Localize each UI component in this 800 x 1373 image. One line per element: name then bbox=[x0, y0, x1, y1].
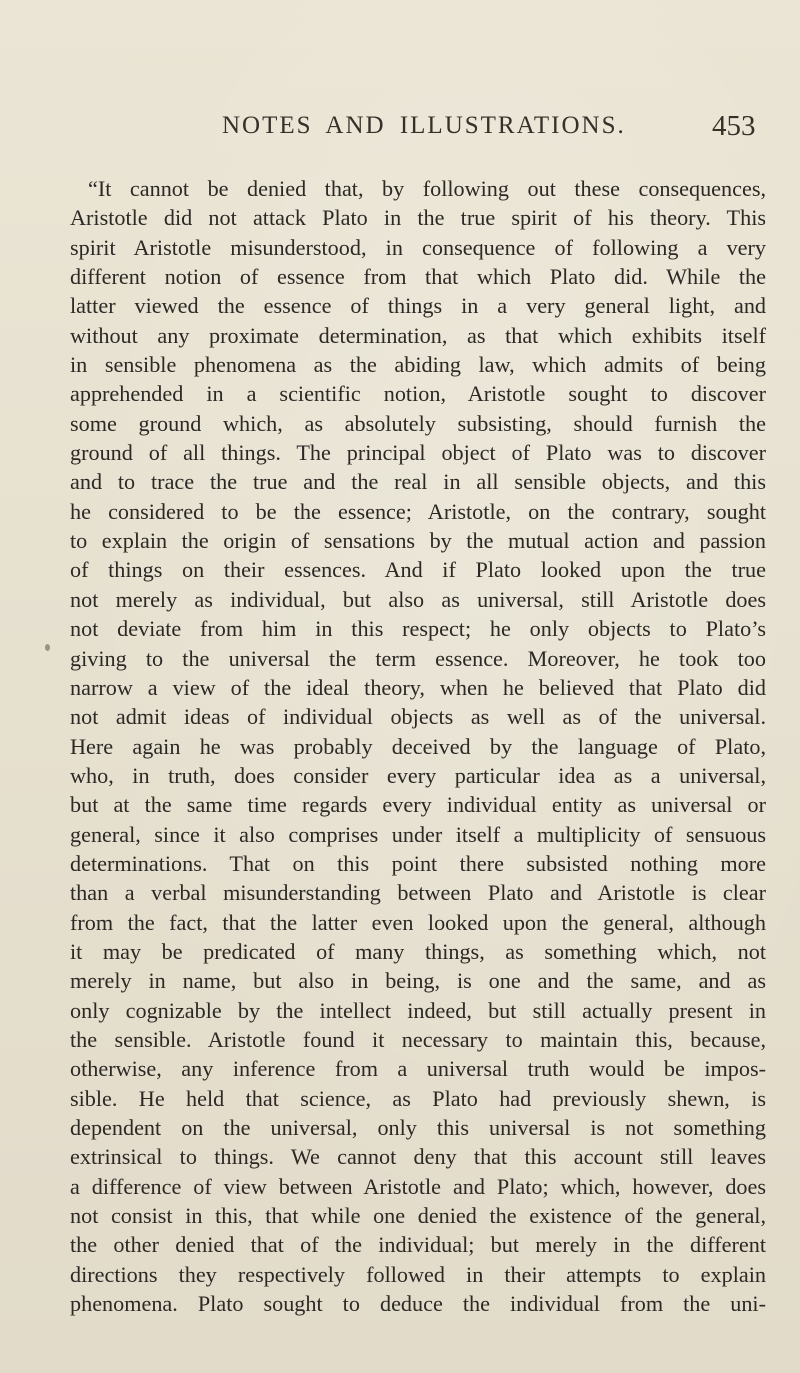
text-line: narrow a view of the ideal theory, when he believed that Plato did bbox=[70, 674, 766, 700]
text-line: than a verbal misunderstanding between Plato and Aristotle is clear bbox=[70, 880, 766, 906]
text-line: phenomena. Plato sought to deduce the individual from the uni- bbox=[70, 1291, 766, 1317]
text-line: merely in name, but also in being, is one and the same, and as bbox=[70, 968, 766, 994]
text-line: a difference of view between Aristotle and Plato; which, however, does bbox=[70, 1173, 766, 1199]
text-line: not admit ideas of individual objects as well as of the universal. bbox=[70, 704, 766, 730]
body-text bbox=[70, 174, 766, 1318]
text-line: only cognizable by the intellect indeed, but still actually present in bbox=[70, 997, 766, 1023]
text-line: some ground which, as absolutely subsisting, should furnish the bbox=[70, 410, 766, 436]
text-line: extrinsical to things. We cannot deny that this account still leaves bbox=[70, 1144, 766, 1170]
text-line: latter viewed the essence of things in a very general light, and bbox=[70, 293, 766, 319]
text-line: it may be predicated of many things, as something which, not bbox=[70, 938, 766, 964]
text-line: apprehended in a scientific notion, Aristotle sought to discover bbox=[70, 381, 766, 407]
text-line: not merely as individual, but also as universal, still Aristotle does bbox=[70, 586, 766, 612]
text-line: ground of all things. The principal object of Plato was to discover bbox=[70, 440, 766, 466]
text-line: to explain the origin of sensations by the mutual action and passion bbox=[70, 528, 766, 554]
text-line: giving to the universal the term essence. Moreover, he took too bbox=[70, 645, 766, 671]
text-line: different notion of essence from that which Plato did. While the bbox=[70, 264, 766, 290]
text-line: the sensible. Aristotle found it necessary to maintain this, because, bbox=[70, 1026, 766, 1052]
text-line: in sensible phenomena as the abiding law, which admits of being bbox=[70, 352, 766, 378]
text-line: from the fact, that the latter even looked upon the general, although bbox=[70, 909, 766, 935]
text-line: directions they respectively followed in their attempts to explain bbox=[70, 1261, 766, 1287]
text-line: not consist in this, that while one denied the existence of the general, bbox=[70, 1203, 766, 1229]
text-line: sible. He held that science, as Plato had previously shewn, is bbox=[70, 1085, 766, 1111]
text-line: who, in truth, does consider every particular idea as a universal, bbox=[70, 762, 766, 788]
text-line: dependent on the universal, only this universal is not something bbox=[70, 1115, 766, 1140]
text-line: the other denied that of the individual; but merely in the different bbox=[70, 1232, 766, 1258]
text-line: he considered to be the essence; Aristotle, on the contrary, sought bbox=[70, 498, 766, 524]
running-head bbox=[0, 112, 800, 152]
text-line: Aristotle did not attack Plato in the true spirit of his theory. This bbox=[70, 205, 766, 231]
text-line: determinations. That on this point there subsisted nothing more bbox=[70, 850, 766, 876]
page-number: 453 bbox=[712, 110, 756, 142]
text-line: “It cannot be denied that, by following out these consequences, bbox=[88, 176, 766, 201]
text-line: not deviate from him in this respect; he only objects to Plato’s bbox=[70, 616, 766, 642]
text-line: of things on their essences. And if Plato looked upon the true bbox=[70, 557, 766, 583]
text-line: but at the same time regards every individual entity as universal or bbox=[70, 792, 766, 818]
running-title: NOTES AND ILLUSTRATIONS. bbox=[222, 112, 626, 139]
paper-speck bbox=[45, 644, 50, 651]
text-line: Here again he was probably deceived by the language of Plato, bbox=[70, 733, 766, 759]
text-line: without any proximate determination, as that which exhibits itself bbox=[70, 322, 766, 348]
text-line: otherwise, any inference from a universal truth would be impos- bbox=[70, 1056, 766, 1082]
text-line: spirit Aristotle misunderstood, in consequence of following a very bbox=[70, 234, 766, 260]
text-line: and to trace the true and the real in all sensible objects, and this bbox=[70, 469, 766, 495]
text-line: general, since it also comprises under itself a multiplicity of sensuous bbox=[70, 821, 766, 847]
